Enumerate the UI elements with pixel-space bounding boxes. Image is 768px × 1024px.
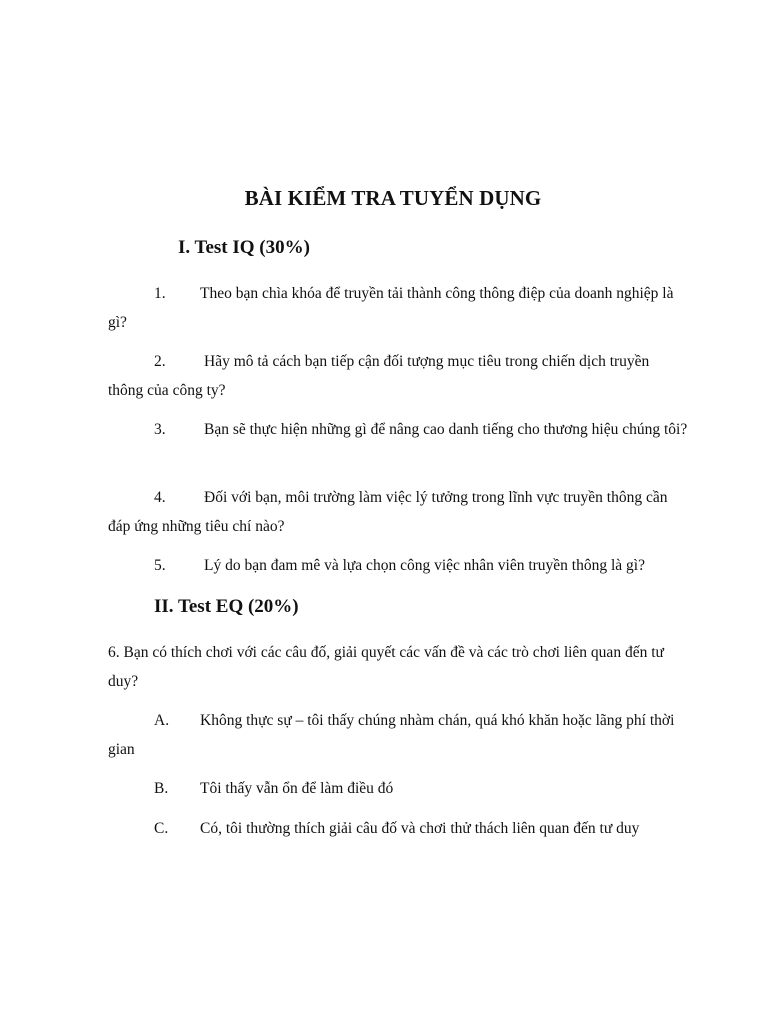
question-text: Theo bạn chìa khóa để truyền tải thành công thông điệp của doanh nghiệp là gì? <box>108 285 674 331</box>
question-text: Lý do bạn đam mê và lựa chọn công việc nhân viên truyền thông là gì? <box>204 557 645 574</box>
option-letter: C. <box>154 820 169 837</box>
question-1 <box>108 279 688 337</box>
option-letter: B. <box>154 780 169 797</box>
question-3 <box>108 415 688 444</box>
question-number: 4. <box>154 489 166 506</box>
option-text: Tôi thấy vẫn ổn để làm điều đó <box>200 780 394 797</box>
question-text: Đối với bạn, môi trường làm việc lý tưởng trong lĩnh vực truyền thông cần đáp ứng những tiêu chí nào? <box>108 489 668 535</box>
question-6: 6. Bạn có thích chơi với các câu đố, giải quyết các vấn đề và các trò chơi liên quan đến tư duy? <box>108 644 664 690</box>
question-number: 5. <box>154 557 166 574</box>
section-heading-eq: II. Test EQ (20%) <box>154 596 299 617</box>
option-a <box>108 706 688 764</box>
option-text: Không thực sự – tôi thấy chúng nhàm chán, quá khó khăn hoặc lãng phí thời gian <box>108 712 675 758</box>
question-2 <box>108 347 688 405</box>
option-c <box>108 814 688 843</box>
question-5 <box>108 551 688 580</box>
option-text: Có, tôi thường thích giải câu đố và chơi thử thách liên quan đến tư duy <box>200 820 640 837</box>
question-4 <box>108 483 688 541</box>
question-number: 2. <box>154 353 166 370</box>
option-b <box>108 774 688 803</box>
section-heading-iq: I. Test IQ (30%) <box>178 237 310 258</box>
question-text: Hãy mô tả cách bạn tiếp cận đối tượng mục tiêu trong chiến dịch truyền thông của công ty? <box>108 353 650 399</box>
question-number: 3. <box>154 421 166 438</box>
page-title: BÀI KIỂM TRA TUYỂN DỤNG <box>244 186 542 210</box>
option-letter: A. <box>154 712 170 729</box>
question-number: 1. <box>154 285 166 302</box>
question-text: Bạn sẽ thực hiện những gì để nâng cao danh tiếng cho thương hiệu chúng tôi? <box>204 421 688 438</box>
